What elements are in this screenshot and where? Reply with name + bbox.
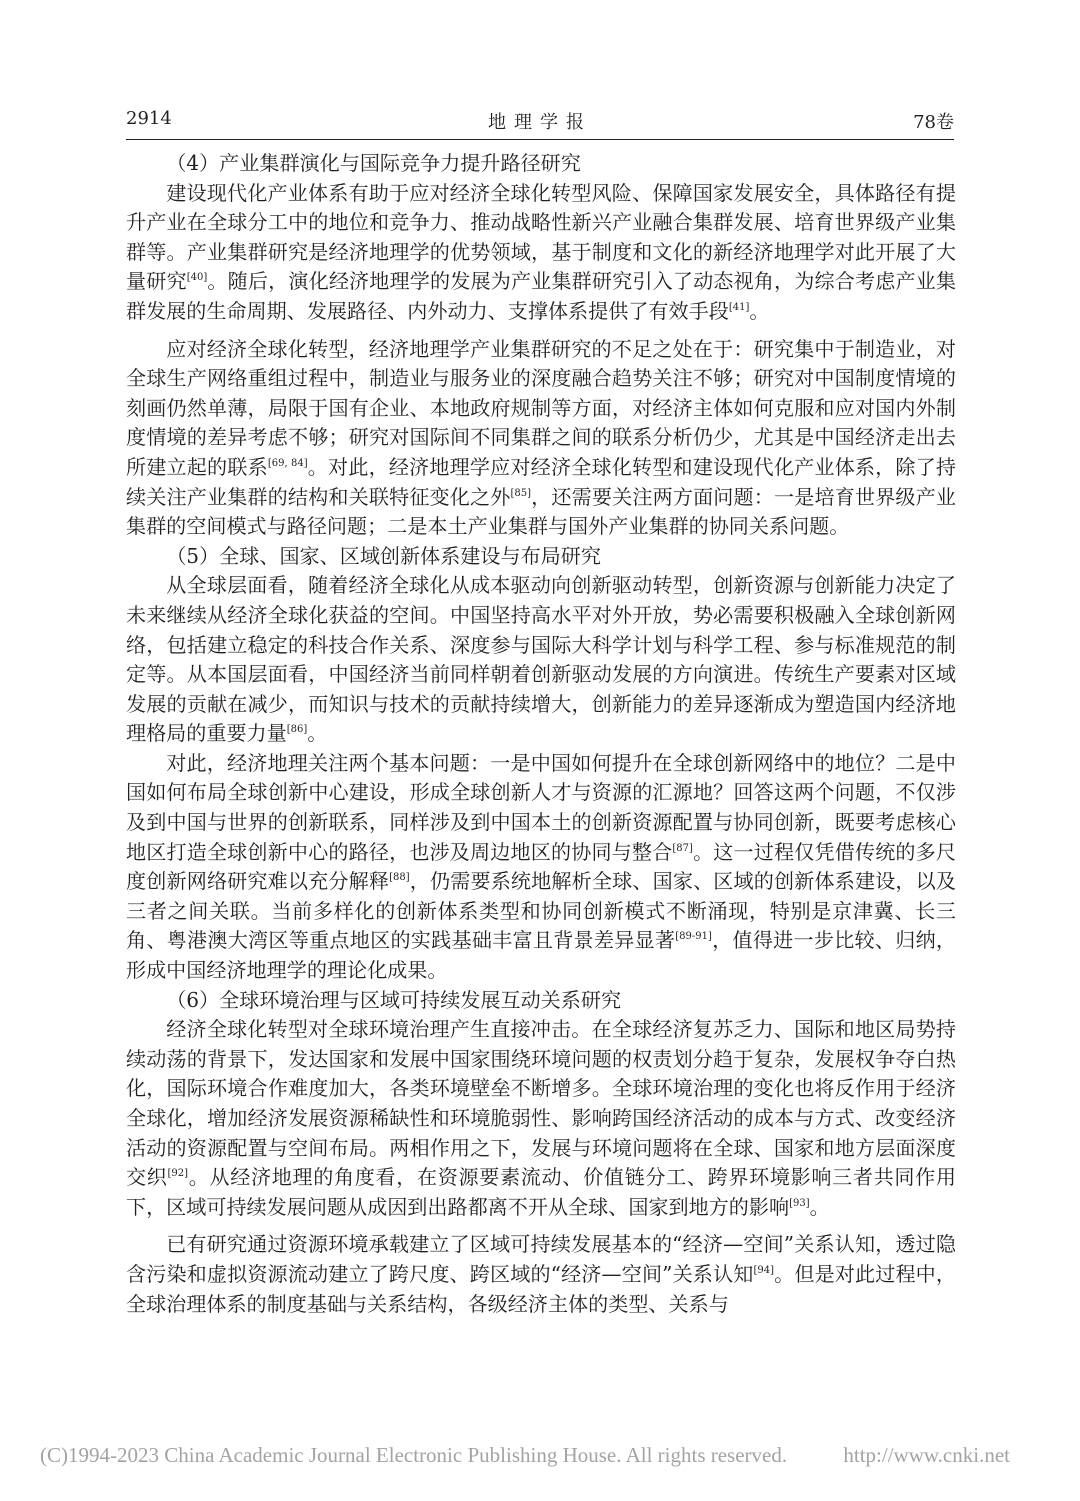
- running-header: [126, 108, 954, 138]
- citation-ref[interactable]: [93]: [789, 1197, 810, 1209]
- paragraph: 建设现代化产业体系有助于应对经济全球化转型风险、保障国家发展安全，具体路径有提升产业在全球分工中的地位和竞争力、推动战略性新兴产业融合集群发展、培育世界级产业集群等。产业集群研究是经济地理学的优势领域，基于制度和文化的新经济地理学对此开展了大量研究[40]。随后，演化经济地理学的发展为产业集群研究引入了动态视角，为综合考虑产业集群发展的生命周期、发展路径、内外动力、支撑体系提供了有效手段[41]。: [126, 180, 957, 323]
- citation-ref[interactable]: [89-91]: [675, 931, 712, 943]
- article-body: [126, 149, 956, 1319]
- paragraph: 已有研究通过资源环境承载建立了区域可持续发展基本的“经济—空间”关系认知，透过隐含污染和虚拟资源流动建立了跨尺度、跨区域的“经济—空间”关系认知[94]。但是对此过程中，全球治理体系的制度基础与关系结构，各级经济主体的类型、关系与: [126, 1232, 956, 1316]
- citation-ref[interactable]: [69, 84]: [267, 457, 308, 469]
- page-number: 2914: [126, 108, 172, 129]
- paragraph: 对此，经济地理关注两个基本问题：一是中国如何提升在全球创新网络中的地位？二是中国如何布局全球创新中心建设，形成全球创新人才与资源的汇源地？回答这两个问题，不仅涉及到中国与世界的创新联系，同样涉及到中国本土的创新资源配置与协同创新，既要考虑核心地区打造全球创新中心的路径，也涉及周边地区的协同与整合[87]。这一过程仅凭借传统的多尺度创新网络研究难以充分解释[88]，仍需要系统地解析全球、国家、区域的创新体系建设，以及三者之间关联。当前多样化的创新体系类型和协同创新模式不断涌现，特别是京津冀、长三角、粤港澳大湾区等重点地区的实践基础丰富且背景差异显著[89-91]，值得进一步比较、归纳，形成中国经济地理学的理论化成果。: [126, 750, 957, 983]
- copyright-notice: (C)1994-2023 China Academic Journal Electronic Publishing House. All rights reserved.: [40, 1443, 788, 1467]
- paragraph: 应对经济全球化转型，经济地理学产业集群研究的不足之处在于：研究集中于制造业，对全球生产网络重组过程中，制造业与服务业的深度融合趋势关注不够；研究对中国制度情境的刻画仍然单薄，局限于国有企业、本地政府规制等方面，对经济主体如何克服和应对国内外制度情境的差异考虑不够；研究对国际间不同集群之间的联系分析仍少，尤其是中国经济走出去所建立起的联系[69, 84]。对此，经济地理学应对经济全球化转型和建设现代化产业体系，除了持续关注产业集群的结构和关联特征变化之外[85]，还需要关注两方面问题：一是培育世界级产业集群的空间模式与路径问题；二是本土产业集群与国外产业集群的协同关系问题。: [126, 336, 957, 539]
- header-rule: [126, 139, 954, 140]
- citation-ref[interactable]: [88]: [389, 872, 410, 884]
- volume-label: 78卷: [913, 112, 954, 133]
- paragraph: 从全球层面看，随着经济全球化从成本驱动向创新驱动转型，创新资源与创新能力决定了未来继续从经济全球化获益的空间。中国坚持高水平对外开放，势必需要积极融入全球创新网络，包括建立稳定的科技合作关系、深度参与国际大科学计划与科学工程、参与标准规范的制定等。从本国层面看，中国经济当前同样朝着创新驱动发展的方向演进。传统生产要素对区域发展的贡献在减少，而知识与技术的贡献持续增大，创新能力的差异逐渐成为塑造国内经济地理格局的重要力量[86]。: [126, 573, 956, 746]
- citation-ref[interactable]: [41]: [728, 301, 750, 313]
- section-heading-4: （4）产业集群演化与国际竞争力提升路径研究: [166, 151, 581, 175]
- paragraph: 经济全球化转型对全球环境治理产生直接冲击。在全球经济复苏乏力、国际和地区局势持续动荡的背景下，发达国家和发展中国家围绕环境问题的权责划分趋于复杂，发展权争夺白热化，国际环境合作难度加大，各类环境壁垒不断增多。全球环境治理的变化也将反作用于经济全球化，增加经济发展资源稀缺性和环境脆弱性、影响跨国经济活动的成本与方式、改变经济活动的资源配置与空间布局。两相作用之下，发展与环境问题将在全球、国家和地方层面深度交织[92]。从经济地理的角度看，在资源要素流动、价值链分工、跨界环境影响三者共同作用下，区域可持续发展问题从成因到出路都离不开从全球、国家到地方的影响[93]。: [126, 1017, 957, 1219]
- citation-ref[interactable]: [40]: [186, 272, 208, 284]
- section-heading-5: （5）全球、国家、区域创新体系建设与布局研究: [166, 543, 601, 568]
- cnki-link[interactable]: http://www.cnki.net: [843, 1443, 1010, 1467]
- citation-ref[interactable]: [86]: [286, 724, 308, 736]
- citation-ref[interactable]: [94]: [753, 1264, 774, 1276]
- section-heading-6: （6）全球环境治理与区域可持续发展互动关系研究: [166, 987, 622, 1012]
- citation-ref[interactable]: [87]: [672, 842, 693, 854]
- citation-ref[interactable]: [92]: [167, 1168, 189, 1180]
- journal-title: 地理学报: [488, 112, 592, 133]
- citation-ref[interactable]: [85]: [510, 487, 532, 499]
